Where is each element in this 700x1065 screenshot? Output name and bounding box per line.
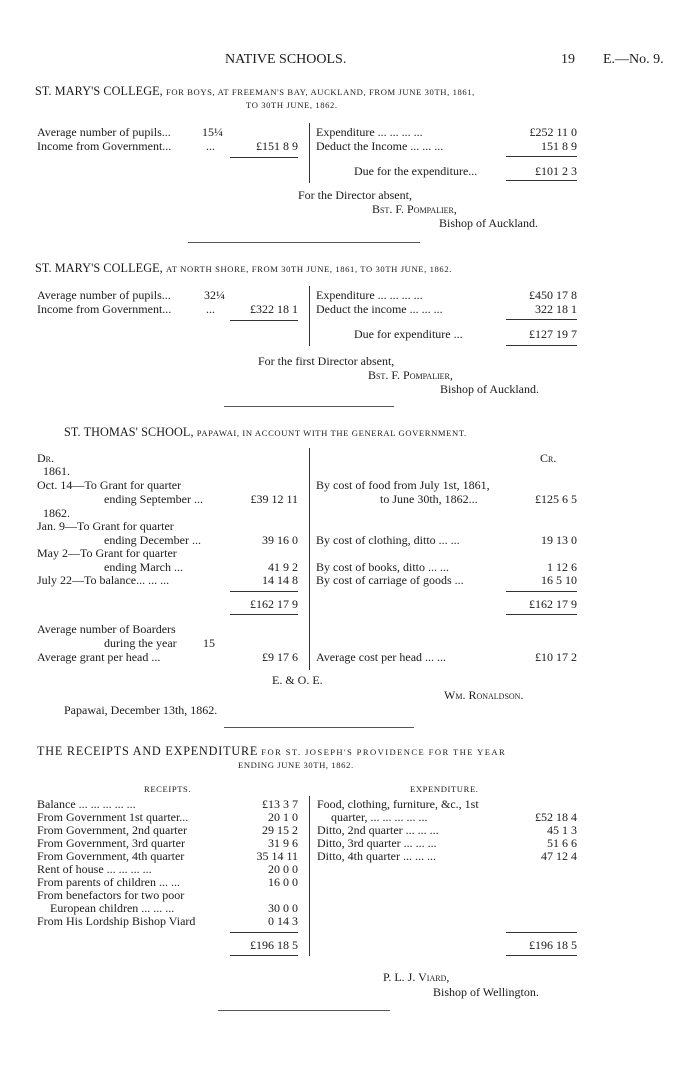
- section4-heading-detail: FOR ST. JOSEPH'S PROVIDENCE FOR THE YEAR: [261, 747, 507, 757]
- section1-signature-line1: For the Director absent,: [298, 188, 412, 202]
- section2-divider: [309, 286, 310, 346]
- section4-receipt-label-8: European children ... ... ...: [50, 901, 175, 915]
- section3-place-date: Papawai, December 13th, 1862.: [64, 703, 218, 717]
- section2-heading-detail: AT NORTH SHORE, FROM 30TH JUNE, 1861, TO 30TH JUNE, 1862.: [165, 264, 452, 274]
- section4-receipts-rule-top: [230, 932, 298, 933]
- section4-receipt-label-5: Rent of house ... ... ... ...: [37, 862, 152, 876]
- page-title: NATIVE SCHOOLS.: [225, 52, 347, 67]
- section1-signature-title: Bishop of Auckland.: [439, 216, 538, 230]
- section2-due-amount: £127 19 7: [529, 327, 577, 341]
- section3-heading: [64, 425, 467, 440]
- section3-credit-2-amount: 1 12 6: [547, 560, 577, 574]
- section4-receipt-amount-0: £13 3 7: [262, 797, 298, 811]
- section3-year-1862: 1862.: [43, 506, 70, 520]
- section1-heading-line2: TO 30TH JUNE, 1862.: [246, 100, 338, 110]
- section2-right-amount-1: 322 18 1: [535, 302, 577, 316]
- section3-debit-3-line1: July 22—To balance... ... ...: [37, 573, 170, 587]
- section3-avg-cost-label: Average cost per head ... ...: [316, 650, 447, 664]
- section1-left-dots-1: ...: [206, 139, 215, 153]
- section4-heading: [37, 744, 506, 759]
- section3-debit-2-amount: 41 9 2: [268, 560, 298, 574]
- section3-credit-3-amount: 16 5 10: [541, 573, 577, 587]
- section2-left-dots-1: ...: [206, 302, 215, 316]
- section4-signature-name: P. L. J. Viard,: [383, 970, 450, 984]
- section4-receipt-label-1: From Government 1st quarter...: [37, 810, 189, 824]
- section1-divider: [309, 123, 310, 183]
- section1-due-rule: [506, 180, 577, 181]
- section3-debit-rule-top: [230, 591, 298, 592]
- section1-signature-name: Bst. F. Pompalier,: [372, 202, 457, 216]
- section3-debit-1-line1: Jan. 9—To Grant for quarter: [37, 519, 174, 533]
- section1-left-label-0: Average number of pupils...: [37, 125, 171, 139]
- section1-right-label-0: Expenditure ... ... ... ...: [316, 125, 423, 139]
- section2-right-label-0: Expenditure ... ... ... ...: [316, 288, 423, 302]
- section2-heading: [35, 261, 452, 276]
- section3-avg-grant-label: Average grant per head ...: [37, 650, 161, 664]
- section3-dr-label: Dr.: [37, 451, 55, 465]
- section1-due-amount: £101 2 3: [535, 164, 577, 178]
- section3-debit-1-amount: 39 16 0: [262, 533, 298, 547]
- section4-heading-main: THE RECEIPTS AND EXPENDITURE: [37, 744, 259, 758]
- section1-heading-main: ST. MARY'S COLLEGE,: [35, 84, 163, 98]
- section-separator-2: [224, 406, 394, 407]
- section3-avg-boarders-line2: during the year: [104, 636, 177, 650]
- section3-debit-2-line1: May 2—To Grant for quarter: [37, 546, 177, 560]
- section3-year-1861: 1861.: [43, 464, 70, 478]
- section-separator-3: [224, 727, 414, 728]
- section3-signatory: Wm. Ronaldson.: [444, 688, 524, 702]
- section4-receipt-label-9: From His Lordship Bishop Viard: [37, 914, 196, 928]
- section3-credit-0-amount: £125 6 5: [535, 492, 577, 506]
- section3-credit-rule-bottom: [506, 614, 577, 615]
- section2-left-amount-1: £322 18 1: [250, 302, 298, 316]
- section4-receipt-amount-6: 16 0 0: [268, 875, 298, 889]
- section3-heading-main: ST. THOMAS' SCHOOL,: [64, 425, 194, 439]
- section4-divider: [309, 796, 310, 956]
- section4-receipts-total: £196 18 5: [250, 938, 298, 952]
- section4-receipt-label-0: Balance ... ... ... ... ...: [37, 797, 136, 811]
- section1-heading-detail: FOR BOYS, AT FREEMAN'S BAY, AUCKLAND, FROM JUNE 30TH, 1861,: [165, 87, 475, 97]
- section-separator-4: [218, 1010, 390, 1011]
- section3-cr-label: Cr.: [540, 451, 557, 465]
- section3-divider: [309, 448, 310, 670]
- section3-errors-omissions: E. & O. E.: [272, 673, 323, 687]
- section2-left-label-1: Income from Government...: [37, 302, 172, 316]
- section3-credit-1-amount: 19 13 0: [541, 533, 577, 547]
- section4-receipt-amount-8: 30 0 0: [268, 901, 298, 915]
- section4-signature-title: Bishop of Wellington.: [433, 985, 539, 999]
- section4-expenditure-amount-3: 51 6 6: [547, 836, 577, 850]
- section1-right-label-1: Deduct the Income ... ... ...: [316, 139, 444, 153]
- section4-receipt-label-6: From parents of children ... ...: [37, 875, 180, 889]
- section3-credit-0-line1: By cost of food from July 1st, 1861,: [316, 478, 490, 492]
- section2-right-amount-0: £450 17 8: [529, 288, 577, 302]
- section4-expenditure-header: EXPENDITURE.: [410, 784, 479, 794]
- section4-expenditure-label-3: Ditto, 3rd quarter ... ... ...: [317, 836, 437, 850]
- section4-receipt-amount-1: 20 1 0: [268, 810, 298, 824]
- section1-left-rule: [230, 157, 298, 158]
- section2-right-label-1: Deduct the income ... ... ...: [316, 302, 443, 316]
- section4-expenditure-label-4: Ditto, 4th quarter ... ... ...: [317, 849, 436, 863]
- section4-receipt-amount-2: 29 15 2: [262, 823, 298, 837]
- page-number: 19: [561, 52, 575, 67]
- section3-debit-0-line2: ending September ...: [104, 492, 203, 506]
- section1-left-amount-1: £151 8 9: [256, 139, 298, 153]
- document-reference: E.—No. 9.: [603, 52, 664, 67]
- section2-due-rule: [506, 345, 577, 346]
- section3-debit-total: £162 17 9: [250, 597, 298, 611]
- section4-receipt-amount-4: 35 14 11: [256, 849, 298, 863]
- section3-debit-0-amount: £39 12 11: [250, 492, 298, 506]
- section3-credit-2-line1: By cost of books, ditto ... ...: [316, 560, 450, 574]
- section2-signature-title: Bishop of Auckland.: [440, 382, 539, 396]
- section1-right-amount-1: 151 8 9: [541, 139, 577, 153]
- section4-expenditure-amount-4: 47 12 4: [541, 849, 577, 863]
- section3-avg-boarders-value: 15: [203, 636, 215, 650]
- section3-debit-1-line2: ending December ...: [104, 533, 201, 547]
- section3-debit-0-line1: Oct. 14—To Grant for quarter: [37, 478, 182, 492]
- section1-heading: [35, 84, 475, 99]
- section3-heading-detail: PAPAWAI, IN ACCOUNT WITH THE GENERAL GOVERNMENT.: [196, 428, 467, 438]
- section2-right-rule: [506, 319, 577, 320]
- section3-credit-1-line1: By cost of clothing, ditto ... ...: [316, 533, 460, 547]
- section3-avg-boarders-line1: Average number of Boarders: [37, 622, 176, 636]
- section3-credit-0-line2: to June 30th, 1862...: [380, 492, 478, 506]
- section2-left-label-0: Average number of pupils...: [37, 288, 171, 302]
- section2-left-value-0: 32¼: [204, 288, 225, 302]
- section4-expenditure-amount-1: £52 18 4: [535, 810, 577, 824]
- section3-credit-total: £162 17 9: [529, 597, 577, 611]
- section3-debit-rule-bottom: [230, 614, 298, 615]
- section4-receipts-rule-bottom: [230, 955, 298, 956]
- section4-receipts-header: RECEIPTS.: [144, 784, 192, 794]
- section-separator-1: [188, 242, 420, 243]
- section1-right-amount-0: £252 11 0: [529, 125, 577, 139]
- section1-due-label: Due for the expenditure...: [354, 164, 478, 178]
- section2-due-label: Due for expenditure ...: [354, 327, 463, 341]
- section4-receipt-label-7: From benefactors for two poor: [37, 888, 185, 902]
- section3-avg-cost-value: £10 17 2: [535, 650, 577, 664]
- section4-receipt-amount-9: 0 14 3: [268, 914, 298, 928]
- section2-signature-name: Bst. F. Pompalier,: [368, 368, 453, 382]
- section4-expenditure-label-2: Ditto, 2nd quarter ... ... ...: [317, 823, 439, 837]
- section4-expenditure-rule-bottom: [506, 955, 577, 956]
- section4-receipt-label-3: From Government, 3rd quarter: [37, 836, 185, 850]
- section4-expenditure-rule-top: [506, 932, 577, 933]
- section1-right-rule: [506, 156, 577, 157]
- section1-left-label-1: Income from Government...: [37, 139, 172, 153]
- section4-expenditure-amount-2: 45 1 3: [547, 823, 577, 837]
- section4-receipt-amount-5: 20 0 0: [268, 862, 298, 876]
- section4-expenditure-label-0: Food, clothing, furniture, &c., 1st: [317, 797, 479, 811]
- section4-receipt-amount-3: 31 9 6: [268, 836, 298, 850]
- section4-receipt-label-2: From Government, 2nd quarter: [37, 823, 187, 837]
- section4-expenditure-label-1: quarter, ... ... ... ... ...: [331, 810, 428, 824]
- section4-receipt-label-4: From Government, 4th quarter: [37, 849, 185, 863]
- section3-credit-rule-top: [506, 591, 577, 592]
- section3-debit-3-amount: 14 14 8: [262, 573, 298, 587]
- section1-left-value-0: 15¼: [202, 125, 223, 139]
- section4-heading-line2: ENDING JUNE 30TH, 1862.: [238, 760, 354, 770]
- section4-expenditure-total: £196 18 5: [529, 938, 577, 952]
- section2-heading-main: ST. MARY'S COLLEGE,: [35, 261, 163, 275]
- section2-left-rule: [230, 320, 298, 321]
- section3-avg-grant-value: £9 17 6: [262, 650, 298, 664]
- section3-credit-3-line1: By cost of carriage of goods ...: [316, 573, 464, 587]
- section2-signature-line1: For the first Director absent,: [258, 354, 395, 368]
- section3-debit-2-line2: ending March ...: [104, 560, 183, 574]
